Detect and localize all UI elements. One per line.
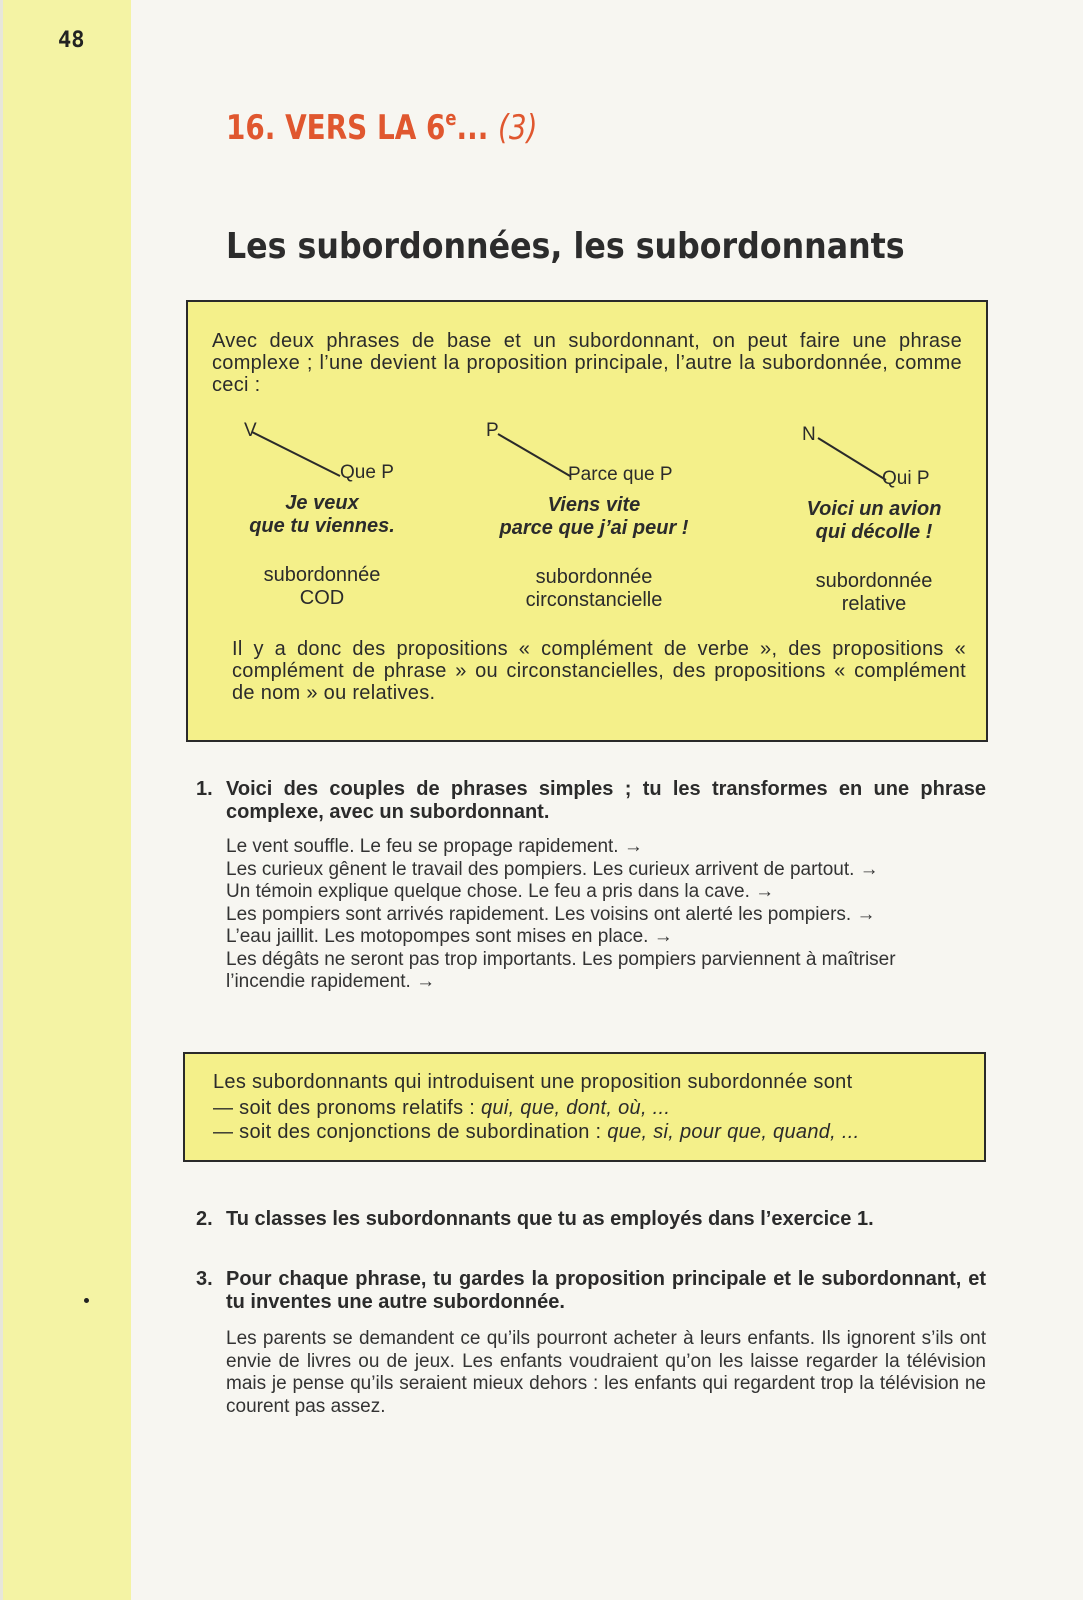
schema-kind-line: subordonnée <box>535 566 653 588</box>
schema-example <box>484 494 704 540</box>
section-title: Les subordonnées, les subordonnants <box>226 226 905 267</box>
schema-target: Que P <box>340 462 394 483</box>
schema-example <box>242 492 402 538</box>
exercise-sentences <box>226 836 986 994</box>
sentence-line: Les curieux gênent le travail des pompiers. Les curieux arrivent de partout. → <box>226 858 879 880</box>
rule-line-examples: que, si, pour que, quand, ... <box>607 1121 860 1143</box>
exercise-instruction: Tu classes les subordonnants que tu as employés dans l’exercice 1. <box>226 1208 874 1230</box>
rule-line: Les subordonnants qui introduisent une proposition subordonnée sont <box>213 1071 853 1093</box>
chapter-prefix: 16. VERS LA 6 <box>226 108 446 148</box>
schema-example-line: Je veux <box>285 492 359 514</box>
rule-intro-text: Avec deux phrases de base et un subordonnant, on peut faire une phrase complexe ; l’une devient la proposition principale, l’autre la subordonnée, comme ceci : <box>212 330 962 396</box>
schema-target: Qui P <box>882 468 930 489</box>
chapter-title <box>226 108 538 148</box>
yellow-margin-strip <box>0 0 131 1600</box>
rule-line-text: — soit des pronoms relatifs : <box>213 1097 481 1119</box>
exercise-number: 1. <box>196 778 213 800</box>
sentence-line: l’incendie rapidement. → <box>226 971 436 992</box>
rule-box-subordonnants <box>183 1052 986 1162</box>
schema-example-line: Voici un avion <box>806 498 942 520</box>
schema-column-cod <box>242 420 442 620</box>
schema-kind <box>484 566 704 612</box>
sentence-line: Un témoin explique quelque chose. Le feu a pris dans la cave. → <box>226 881 775 902</box>
schema-kind-line: circonstancielle <box>525 589 663 611</box>
schema-example <box>794 498 954 544</box>
schema-kind-line: subordonnée <box>815 570 933 592</box>
rule-line-text: — soit des conjonctions de subordination : <box>213 1121 608 1143</box>
margin-dot <box>84 1298 89 1303</box>
schema-example-line: qui décolle ! <box>815 521 933 543</box>
rule-line-conjunctions <box>213 1120 859 1144</box>
schema-example-line: que tu viennes. <box>249 515 395 537</box>
schema-kind <box>242 564 402 610</box>
exercise-instruction: Pour chaque phrase, tu gardes la proposition principale et le subordonnant, et tu inventes une autre subordonnée. <box>226 1268 986 1313</box>
page-number: 48 <box>58 28 85 53</box>
schema-column-circonstancielle <box>484 420 714 620</box>
chapter-dots: ... <box>456 108 489 148</box>
chapter-superscript: e <box>445 106 457 130</box>
exercise-instruction: Voici des couples de phrases simples ; tu les transformes en une phrase complexe, avec un subordonnant. <box>226 778 986 823</box>
schema-kind <box>794 570 954 616</box>
chapter-part: (3) <box>498 108 538 148</box>
schema-lead: P <box>486 420 499 441</box>
rule-conclusion-text: Il y a donc des propositions « complément de verbe », des propositions « complément de phrase » ou circonstancielles, des propositions « complément de nom » ou relatives. <box>232 638 966 704</box>
sentence-line: Le vent souffle. Le feu se propage rapidement. → <box>226 836 643 857</box>
schema-example-line: parce que j’ai peur ! <box>499 517 689 539</box>
schema-target: Parce que P <box>568 464 673 485</box>
exercise-text: Les parents se demandent ce qu’ils pourront acheter à leurs enfants. Ils ignorent s’ils ont envie de livres ou de jeux. Les enfants voudraient qu’on les laisse regarder la télévision mais je pense qu’ils seraient mieux dehors : les enfants qui regardent trop la télévision ne courent pas assez. <box>226 1328 986 1417</box>
exercise-number: 2. <box>196 1208 213 1230</box>
schema-lead: V <box>244 420 257 441</box>
sentence-line: Les pompiers sont arrivés rapidement. Les voisins ont alerté les pompiers. → <box>226 903 876 925</box>
schema-kind-line: subordonnée <box>263 564 381 586</box>
rule-box-phrase-complexe <box>186 300 988 742</box>
schema-link-line <box>252 432 352 492</box>
schema-kind-line: COD <box>299 587 345 609</box>
schema-column-relative <box>794 424 964 624</box>
schema-lead: N <box>802 424 816 445</box>
rule-line-relative-pronouns <box>213 1096 670 1120</box>
rule-line-examples: qui, que, dont, où, ... <box>480 1097 671 1119</box>
schema-kind-line: relative <box>841 593 907 615</box>
sentence-line: L’eau jaillit. Les motopompes sont mises en place. → <box>226 926 673 947</box>
sentence-line: Les dégâts ne seront pas trop importants. Les pompiers parviennent à maîtriser <box>226 948 896 970</box>
schema-example-line: Viens vite <box>547 494 641 516</box>
exercise-number: 3. <box>196 1268 213 1290</box>
